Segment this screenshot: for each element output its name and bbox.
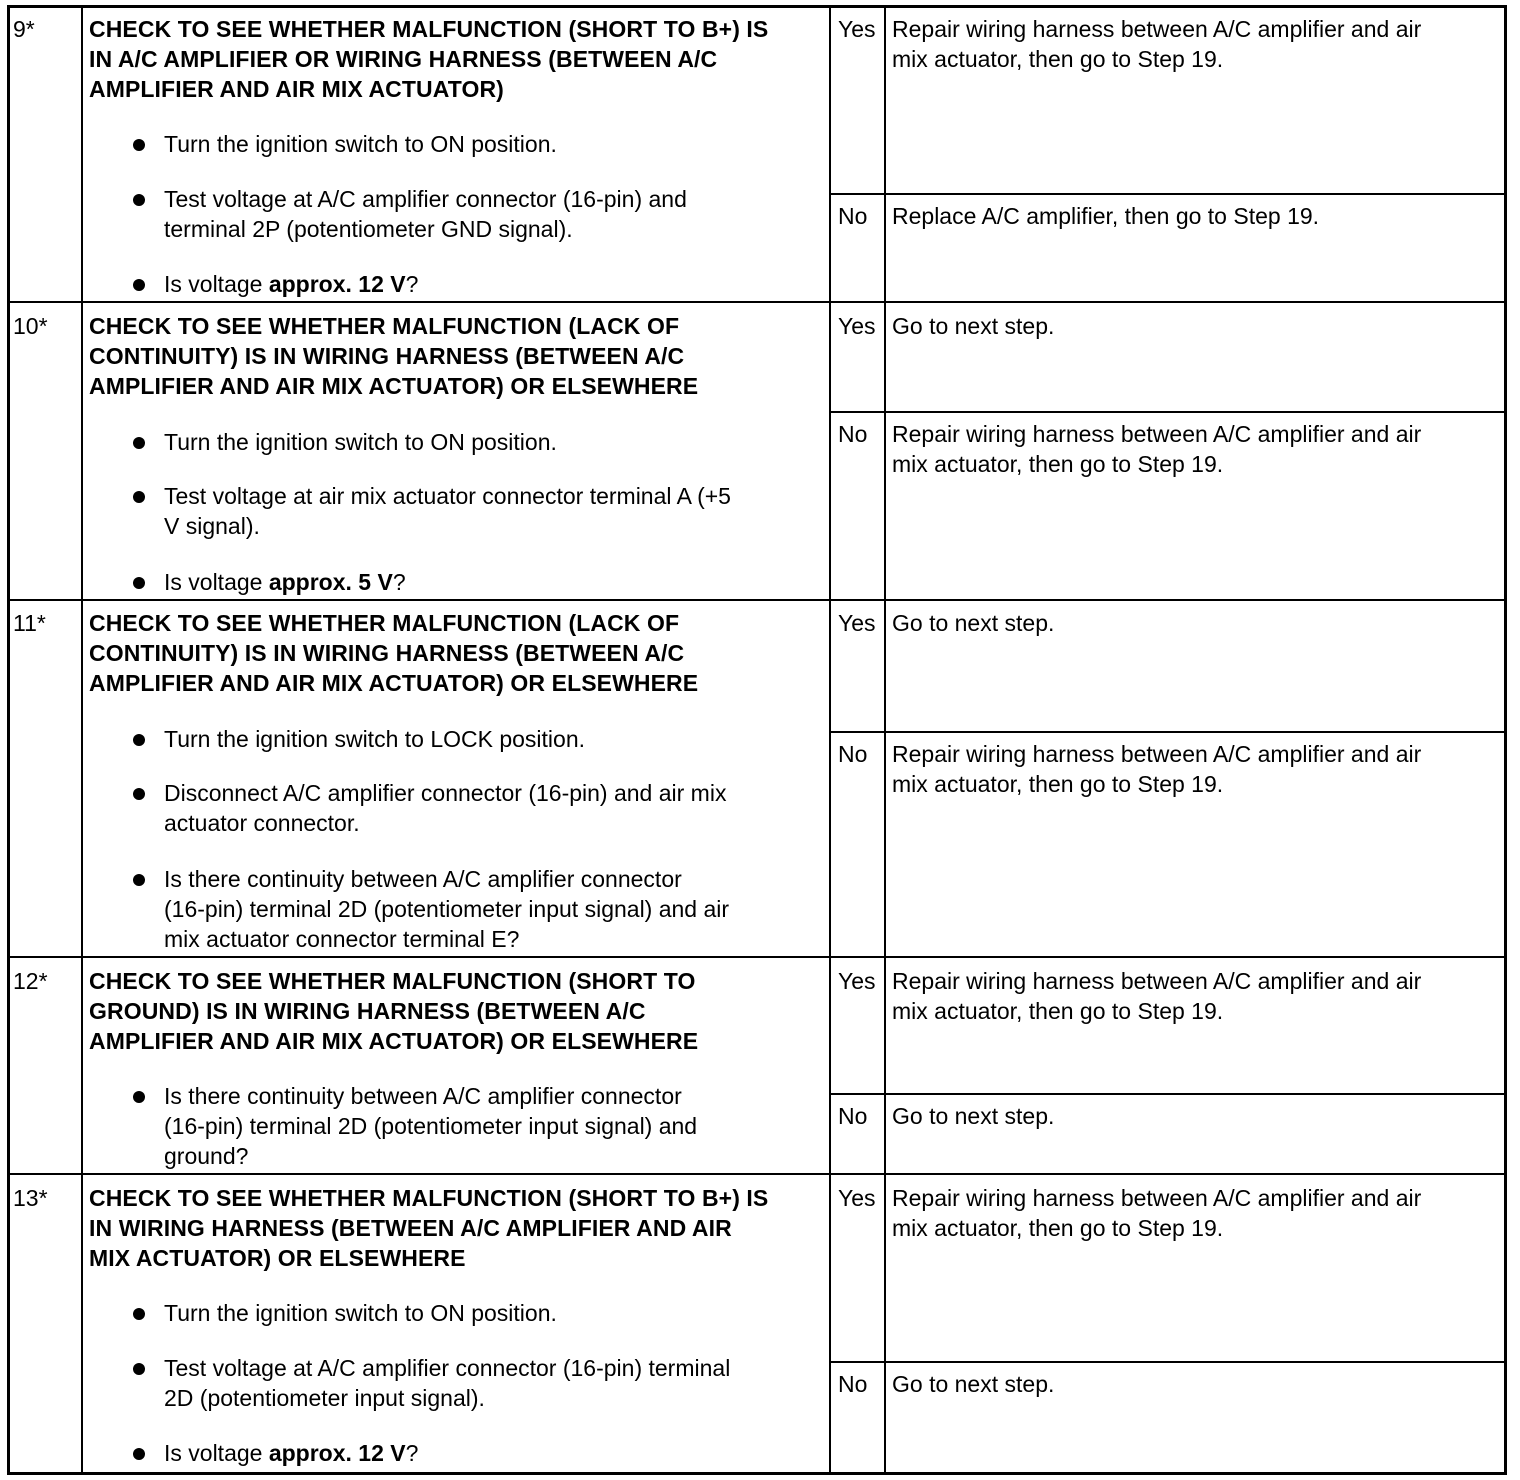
bullet-text-line: Turn the ignition switch to ON position. — [164, 1300, 557, 1326]
bullet-icon — [133, 1363, 145, 1375]
bullet-question-value: approx. 5 V — [268, 569, 393, 595]
step-title-line: CHECK TO SEE WHETHER MALFUNCTION (LACK OF — [89, 610, 680, 636]
bullet-text-line: actuator connector. — [164, 810, 360, 836]
yes-action-line: mix actuator, then go to Step 19. — [892, 1215, 1224, 1241]
no-action-line: Replace A/C amplifier, then go to Step 19. — [892, 203, 1320, 229]
bullet-question — [164, 1438, 418, 1468]
row-divider — [8, 956, 1506, 958]
bullet-question-pre: Is voltage — [164, 271, 269, 297]
bullet-icon — [133, 874, 145, 886]
bullet-question-pre: Is voltage — [164, 1440, 269, 1466]
bullet-question — [164, 269, 418, 299]
bullet-icon — [133, 1091, 145, 1103]
yes-no-divider — [830, 193, 1506, 195]
no-label: No — [838, 741, 868, 767]
column-divider — [829, 5, 831, 1475]
bullet-text-line: Test voltage at A/C amplifier connector (16-pin) terminal — [164, 1355, 731, 1381]
bullet-text-line: Is there continuity between A/C amplifier connector — [164, 1083, 682, 1109]
no-action-line: mix actuator, then go to Step 19. — [892, 451, 1224, 477]
yes-no-divider — [830, 411, 1506, 413]
yes-label: Yes — [838, 16, 876, 42]
yes-no-divider — [830, 1361, 1506, 1363]
no-action-line: Go to next step. — [892, 1103, 1055, 1129]
bullet-question-value: approx. 12 V — [268, 1440, 406, 1466]
yes-action-line: Repair wiring harness between A/C amplifier and air — [892, 1185, 1422, 1211]
no-label: No — [838, 1103, 868, 1129]
bullet-text-line: (16-pin) terminal 2D (potentiometer input signal) and air — [164, 896, 730, 922]
yes-label: Yes — [838, 313, 876, 339]
bullet-text-line: Test voltage at A/C amplifier connector (16-pin) and — [164, 186, 687, 212]
step-title-line: AMPLIFIER AND AIR MIX ACTUATOR) OR ELSEWHERE — [89, 373, 699, 399]
step-number: 9* — [13, 16, 35, 42]
yes-no-divider — [830, 1093, 1506, 1095]
step-title-line: AMPLIFIER AND AIR MIX ACTUATOR) — [89, 76, 504, 102]
bullet-question — [164, 567, 406, 597]
bullet-text-line: (16-pin) terminal 2D (potentiometer input signal) and — [164, 1113, 698, 1139]
bullet-text-line: Turn the ignition switch to ON position. — [164, 429, 557, 455]
step-number: 12* — [13, 968, 48, 994]
bullet-question-value: approx. 12 V — [268, 271, 406, 297]
step-title-line: MIX ACTUATOR) OR ELSEWHERE — [89, 1245, 466, 1271]
bullet-icon — [133, 139, 145, 151]
yes-label: Yes — [838, 968, 876, 994]
yes-action-line: Go to next step. — [892, 610, 1055, 636]
yes-label: Yes — [838, 1185, 876, 1211]
step-title-line: AMPLIFIER AND AIR MIX ACTUATOR) OR ELSEWHERE — [89, 670, 699, 696]
bullet-text-line: V signal). — [164, 513, 260, 539]
bullet-text-line: mix actuator connector terminal E? — [164, 926, 520, 952]
step-title-line: IN WIRING HARNESS (BETWEEN A/C AMPLIFIER AND AIR — [89, 1215, 732, 1241]
step-title-line: CONTINUITY) IS IN WIRING HARNESS (BETWEEN A/C — [89, 640, 685, 666]
no-label: No — [838, 1371, 868, 1397]
bullet-question-pre: Is voltage — [164, 569, 269, 595]
step-number: 11* — [13, 610, 46, 636]
step-number: 13* — [13, 1185, 48, 1211]
bullet-icon — [133, 491, 145, 503]
bullet-question-post: ? — [392, 569, 406, 595]
no-action-line: Go to next step. — [892, 1371, 1055, 1397]
no-label: No — [838, 203, 868, 229]
step-title-line: CHECK TO SEE WHETHER MALFUNCTION (SHORT TO B+) IS — [89, 16, 769, 42]
bullet-text-line: Turn the ignition switch to LOCK position. — [164, 726, 586, 752]
step-title-line: AMPLIFIER AND AIR MIX ACTUATOR) OR ELSEWHERE — [89, 1028, 699, 1054]
yes-no-divider — [830, 731, 1506, 733]
bullet-text-line: 2D (potentiometer input signal). — [164, 1385, 485, 1411]
column-divider — [884, 5, 886, 1475]
bullet-question-post: ? — [405, 1440, 419, 1466]
yes-action-line: mix actuator, then go to Step 19. — [892, 998, 1224, 1024]
yes-action-line: mix actuator, then go to Step 19. — [892, 46, 1224, 72]
row-divider — [8, 599, 1506, 601]
bullet-text-line: Test voltage at air mix actuator connector terminal A (+5 — [164, 483, 731, 509]
bullet-text-line: Turn the ignition switch to ON position. — [164, 131, 557, 157]
step-number: 10* — [13, 313, 48, 339]
column-divider — [81, 5, 83, 1475]
step-title-line: CHECK TO SEE WHETHER MALFUNCTION (SHORT TO — [89, 968, 696, 994]
no-action-line: Repair wiring harness between A/C amplifier and air — [892, 421, 1422, 447]
bullet-icon — [133, 734, 145, 746]
yes-label: Yes — [838, 610, 876, 636]
bullet-icon — [133, 437, 145, 449]
step-title-line: IN A/C AMPLIFIER OR WIRING HARNESS (BETWEEN A/C — [89, 46, 718, 72]
bullet-text-line: Disconnect A/C amplifier connector (16-pin) and air mix — [164, 780, 727, 806]
bullet-question-post: ? — [405, 271, 419, 297]
bullet-icon — [133, 194, 145, 206]
step-title-line: GROUND) IS IN WIRING HARNESS (BETWEEN A/C — [89, 998, 646, 1024]
bullet-icon — [133, 1448, 145, 1460]
no-label: No — [838, 421, 868, 447]
yes-action-line: Go to next step. — [892, 313, 1055, 339]
bullet-icon — [133, 1308, 145, 1320]
no-action-line: mix actuator, then go to Step 19. — [892, 771, 1224, 797]
bullet-icon — [133, 577, 145, 589]
row-divider — [8, 301, 1506, 303]
bullet-text-line: Is there continuity between A/C amplifier connector — [164, 866, 682, 892]
bullet-icon — [133, 788, 145, 800]
step-title-line: CHECK TO SEE WHETHER MALFUNCTION (LACK OF — [89, 313, 680, 339]
row-divider — [8, 1173, 1506, 1175]
bullet-text-line: ground? — [164, 1143, 249, 1169]
yes-action-line: Repair wiring harness between A/C amplifier and air — [892, 16, 1422, 42]
no-action-line: Repair wiring harness between A/C amplifier and air — [892, 741, 1422, 767]
bullet-text-line: terminal 2P (potentiometer GND signal). — [164, 216, 573, 242]
step-title-line: CONTINUITY) IS IN WIRING HARNESS (BETWEEN A/C — [89, 343, 685, 369]
bullet-icon — [133, 279, 145, 291]
yes-action-line: Repair wiring harness between A/C amplifier and air — [892, 968, 1422, 994]
step-title-line: CHECK TO SEE WHETHER MALFUNCTION (SHORT TO B+) IS — [89, 1185, 769, 1211]
